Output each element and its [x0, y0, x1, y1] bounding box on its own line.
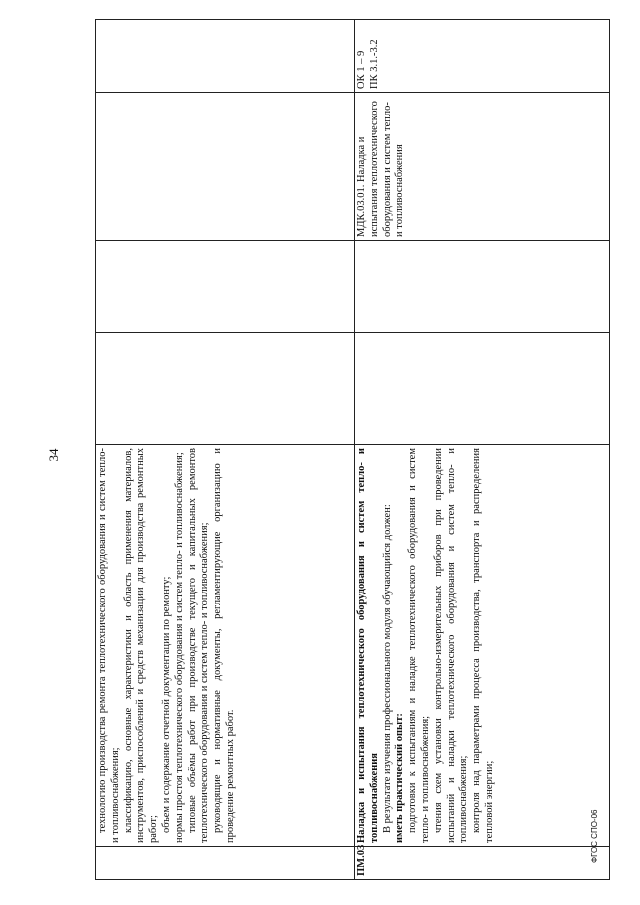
- module-intro: В результате изучения профессионального модуля обучающийся должен:: [381, 504, 393, 833]
- row2-line: чтения схем установки контрольно-измерительных приборов при проведении испытаний и наладки теплотехнического оборудования и систем тепло- и топливоснабжения;: [432, 448, 470, 843]
- row1-line: нормы простоя теплотехнического оборудования и систем тепло- и топливоснабжения;: [173, 452, 185, 843]
- row2-description-cell: [355, 445, 610, 847]
- row2-line: контроля над параметрами процесса производства, транспорта и распределения тепловой энергии;: [471, 448, 495, 843]
- row2-col3-cell: [355, 333, 610, 445]
- row1-competence-cell: [96, 20, 355, 93]
- row2-course-cell: МДК.03.01. Наладка и испытания теплотехнического оборудования и систем тепло- и топливоснабжения: [355, 93, 610, 241]
- row1-course-cell: [96, 93, 355, 241]
- row1-code-cell: [96, 847, 355, 880]
- row1-line: руководящие и нормативные документы, регламентирующие организацию и проведение ремонтных работ.: [212, 448, 236, 843]
- curriculum-table: [95, 19, 610, 880]
- page-number: 34: [46, 448, 61, 462]
- row2-line: подготовки к испытаниям и наладке теплотехнического оборудования и систем тепло- и топливоснабжения;: [407, 448, 431, 843]
- row1-col4-cell: [96, 241, 355, 333]
- row2-competence-cell: ОК 1 – 9 ПК 3.1.-3.2: [355, 20, 610, 93]
- row1-description-cell: [96, 445, 355, 847]
- rotated-table-container: [95, 20, 610, 880]
- row1-line: типовые объёмы работ при производстве текущего и капитальных ремонтов теплотехнического оборудования и систем тепло- и топливоснабжения;: [186, 448, 211, 843]
- table-row: [355, 20, 610, 880]
- table-row: [96, 20, 355, 880]
- row2-col4-cell: [355, 241, 610, 333]
- footer-code: ФГОС СПО-06: [590, 809, 599, 863]
- row1-col3-cell: [96, 333, 355, 445]
- row1-line: классификацию, основные характеристики и область применения материалов, инструментов, приспособлений и средств механизации для производства ремонтных работ;: [122, 448, 160, 843]
- row2-code-cell: ПМ.03: [355, 847, 610, 880]
- row1-line: объем и содержание отчетной документации по ремонту;: [160, 576, 172, 833]
- row1-line: технологию производства ремонта теплотехнического оборудования и систем тепло- и топливоснабжения;: [97, 448, 121, 843]
- module-title: Наладка и испытания теплотехнического оборудования и систем тепло- и топливоснабжения: [356, 448, 380, 843]
- practice-heading: иметь практический опыт:: [394, 713, 406, 843]
